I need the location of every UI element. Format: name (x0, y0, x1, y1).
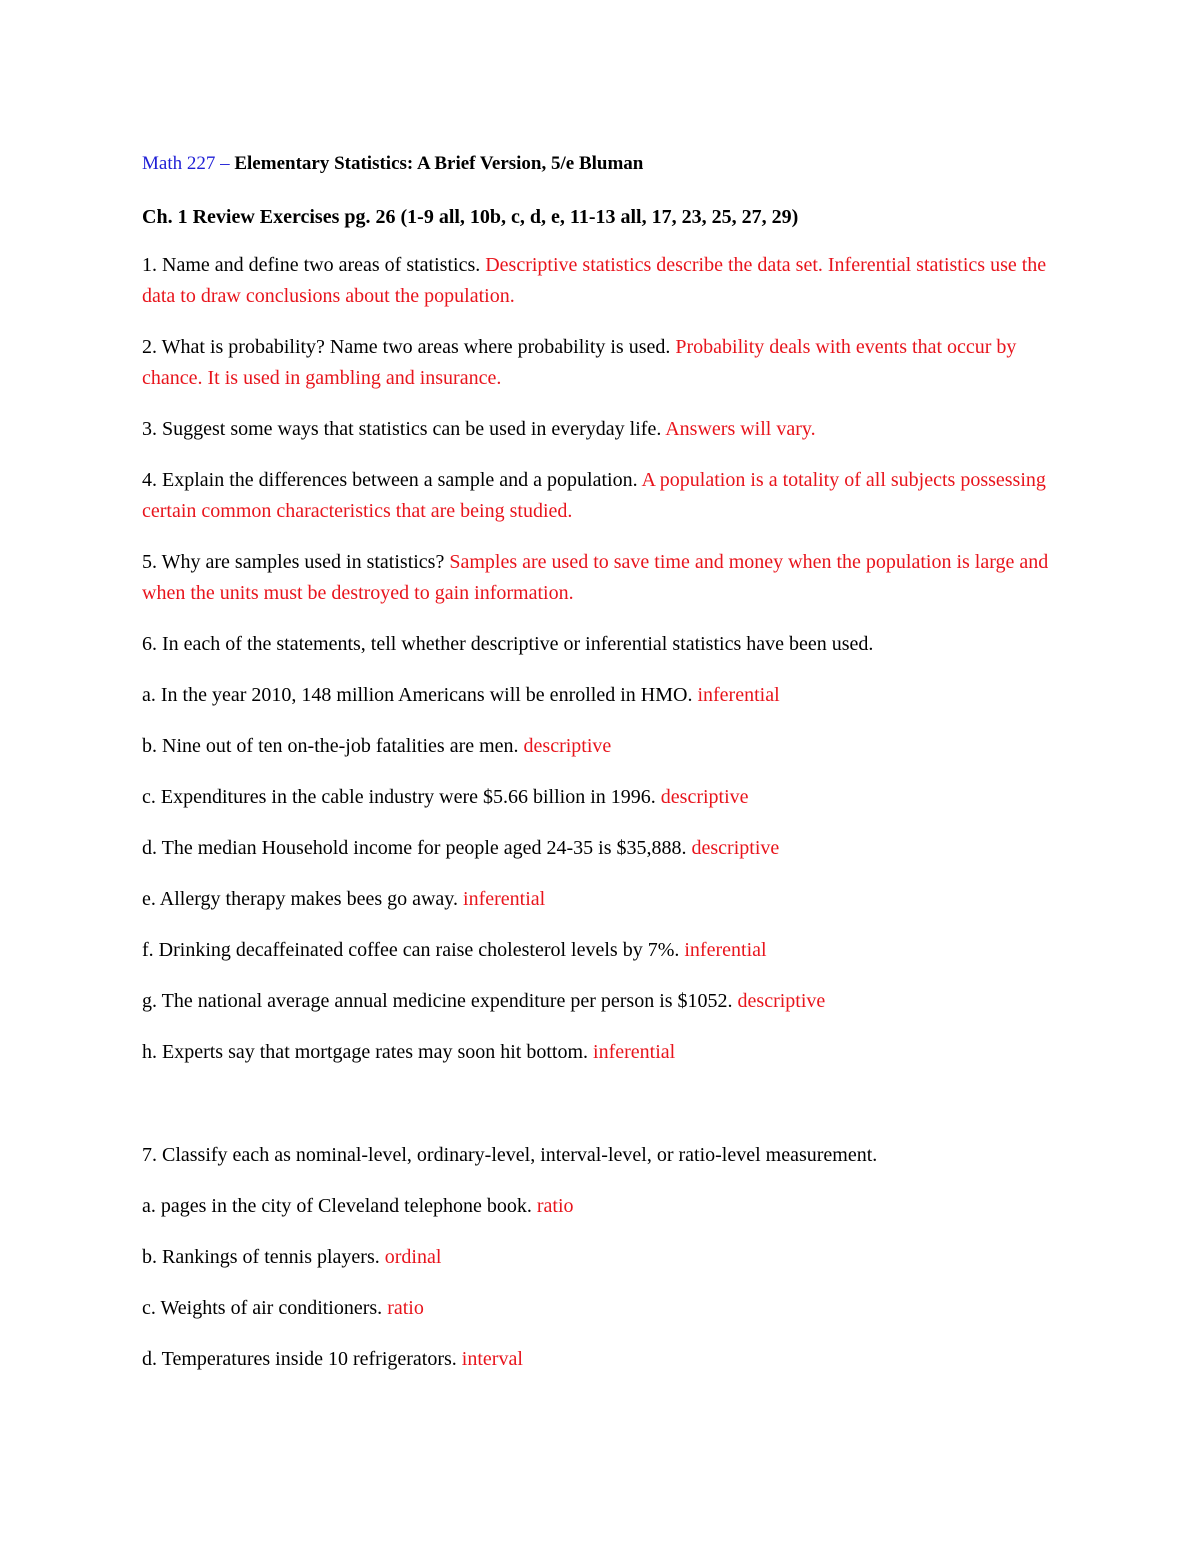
document-content (142, 150, 1062, 1395)
question-text: 4. Explain the differences between a sample and a population. (142, 469, 642, 491)
question-5 (142, 547, 1062, 609)
answer-text: Samples are used to save time and money when the population is large and when the units must be destroyed to gain information. (142, 551, 1049, 604)
item-text: c. Expenditures in the cable industry were $5.66 billion in 1996. (142, 786, 661, 808)
item-answer: descriptive (737, 990, 826, 1012)
question-7-item (142, 1293, 1062, 1324)
item-text: d. Temperatures inside 10 refrigerators. (142, 1348, 462, 1370)
question-6-item (142, 833, 1062, 864)
question-text: 5. Why are samples used in statistics? (142, 551, 450, 573)
question-6-item (142, 884, 1062, 915)
question-7-item (142, 1344, 1062, 1375)
item-text: g. The national average annual medicine expenditure per person is $1052. (142, 990, 738, 1012)
answer-text: A population is a totality of all subjects possessing certain common characteristics that are being studied. (142, 469, 1046, 522)
course-code: Math 227 – (142, 153, 230, 174)
question-2 (142, 332, 1062, 394)
question-4 (142, 465, 1062, 527)
item-text: a. pages in the city of Cleveland telephone book. (142, 1195, 537, 1217)
answer-text: Descriptive statistics describe the data set. Inferential statistics use the data to draw conclusions about the population. (142, 254, 1047, 307)
chapter-heading: Ch. 1 Review Exercises pg. 26 (1-9 all, 10b, c, d, e, 11-13 all, 17, 23, 25, 27, 29) (142, 206, 799, 228)
question-7-item (142, 1191, 1062, 1222)
item-text: c. Weights of air conditioners. (142, 1297, 388, 1319)
question-text: 7. Classify each as nominal-level, ordinary-level, interval-level, or ratio-level measurement. (142, 1144, 878, 1166)
answer-text: Probability deals with events that occur by chance. It is used in gambling and insurance. (142, 336, 1017, 389)
question-6 (142, 629, 1062, 660)
question-text: 2. What is probability? Name two areas where probability is used. (142, 336, 676, 358)
question-6-item (142, 986, 1062, 1017)
question-6-item (142, 680, 1062, 711)
book-title: Elementary Statistics: A Brief Version, 5/e Bluman (229, 153, 644, 174)
item-answer: descriptive (691, 837, 780, 859)
item-answer: inferential (593, 1041, 676, 1063)
question-6-item (142, 935, 1062, 966)
item-text: h. Experts say that mortgage rates may soon hit bottom. (142, 1041, 594, 1063)
item-text: b. Rankings of tennis players. (142, 1246, 385, 1268)
question-7-item (142, 1242, 1062, 1273)
item-text: a. In the year 2010, 148 million Americans will be enrolled in HMO. (142, 684, 698, 706)
document-title (142, 150, 1062, 178)
question-6-item (142, 731, 1062, 762)
item-answer: descriptive (660, 786, 749, 808)
answer-text: Answers will vary. (665, 418, 816, 440)
question-text: 1. Name and define two areas of statistics. (142, 254, 486, 276)
item-answer: inferential (697, 684, 780, 706)
item-answer: inferential (463, 888, 546, 910)
item-answer: ordinal (384, 1246, 442, 1268)
question-6-item (142, 782, 1062, 813)
item-text: b. Nine out of ten on-the-job fatalities are men. (142, 735, 524, 757)
question-1 (142, 250, 1062, 312)
question-text: 3. Suggest some ways that statistics can be used in everyday life. (142, 418, 666, 440)
question-text: 6. In each of the statements, tell whether descriptive or inferential statistics have been used. (142, 633, 874, 655)
question-7 (142, 1140, 1062, 1171)
item-text: f. Drinking decaffeinated coffee can raise cholesterol levels by 7%. (142, 939, 685, 961)
item-text: e. Allergy therapy makes bees go away. (142, 888, 464, 910)
item-answer: inferential (684, 939, 767, 961)
question-6-item (142, 1037, 1062, 1068)
item-answer: ratio (387, 1297, 424, 1319)
item-answer: descriptive (523, 735, 612, 757)
question-3 (142, 414, 1062, 445)
item-text: d. The median Household income for people aged 24-35 is $35,888. (142, 837, 692, 859)
item-answer: ratio (536, 1195, 574, 1217)
section-spacer (142, 1088, 1062, 1140)
item-answer: interval (461, 1348, 523, 1370)
